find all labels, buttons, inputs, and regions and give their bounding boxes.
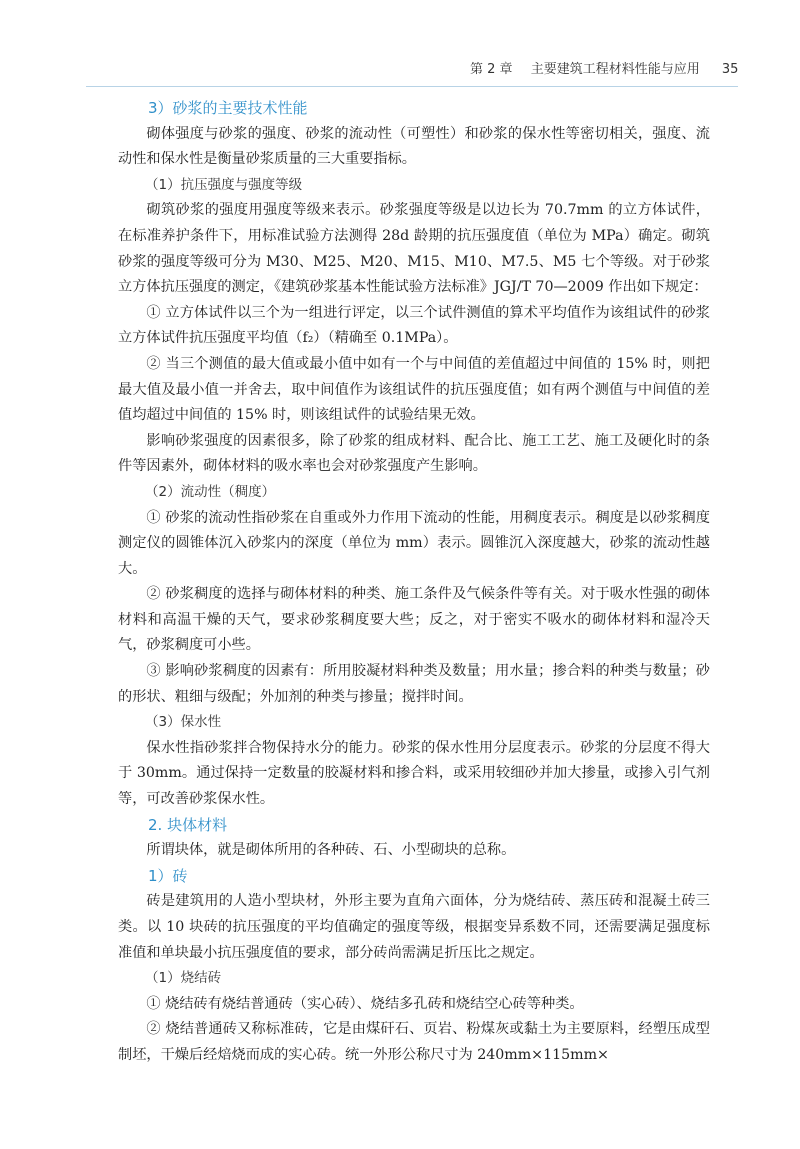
paragraph-strength: 砌筑砂浆的强度用强度等级来表示。砂浆强度等级是以边长为 70.7mm 的立方体试件，在标准养护条件下，用标准试验方法测得 28d 龄期的抗压强度值（单位为 MPa）确定。砌筑砂浆的强度等级可分为 M30、M25、M20、M15、M10、M7.5、M5 七个等级。对于砂浆立方体抗压强度的测定，《建筑砂浆基本性能试验方法标准》JGJ/T 70—2009 作出如下规定： (118, 202, 710, 296)
section-heading-mortar: 3）砂浆的主要技术性能 (148, 99, 308, 117)
paragraph-intro: 砌体强度与砂浆的强度、砂浆的流动性（可塑性）和砂浆的保水性等密切相关，强度、流动性和保水性是衡量砂浆质量的三大重要指标。 (118, 125, 710, 168)
page-number: 35 (721, 62, 739, 77)
page-header (0, 0, 800, 96)
running-header (470, 58, 738, 77)
paragraph-fired-1: ① 烧结砖有烧结普通砖（实心砖）、烧结多孔砖和烧结空心砖等种类。 (146, 995, 584, 1012)
section-heading-brick: 1）砖 (148, 866, 188, 885)
chapter-title: 主要建筑工程材料性能与应用 (530, 62, 700, 77)
paragraph-flow-3: ③ 影响砂浆稠度的因素有：所用胶凝材料种类及数量；用水量；掺合料的种类与数量；砂的形状、粗细与级配；外加剂的种类与掺量；搅拌时间。 (118, 663, 710, 705)
paragraph-block: 所谓块体，就是砌体所用的各种砖、石、小型砌块的总称。 (146, 842, 516, 859)
paragraph-flow-2: ② 砂浆稠度的选择与砌体材料的种类、施工条件及气候条件等有关。对于吸水性强的砌体材料和高温干燥的天气，要求砂浆稠度要大些；反之，对于密实不吸水的砌体材料和湿冷天气，砂浆稠度可小些。 (118, 586, 710, 654)
subheading-water-retention: （3）保水性 (145, 714, 222, 731)
paragraph-rule-2: ② 当三个测值的最大值或最小值中如有一个与中间值的差值超过中间值的 15% 时，则把最大值及最小值一并舍去，取中间值作为该组试件的抗压强度值；如有两个测值与中间值的差值均超过中间值的 15% 时，则该组试件的试验结果无效。 (118, 355, 710, 424)
chapter-number: 第 2 章 (470, 62, 513, 77)
paragraph-flow-1: ① 砂浆的流动性指砂浆在自重或外力作用下流动的性能，用稠度表示。稠度是以砂浆稠度测定仪的圆锥体沉入砂浆内的深度（单位为 mm）表示。圆锥沉入深度越大，砂浆的流动性越大。 (118, 509, 710, 577)
section-heading-block: 2. 块体材料 (148, 815, 228, 834)
paragraph-brick: 砖是建筑用的人造小型块材，外形主要为直角六面体，分为烧结砖、蒸压砖和混凝土砖三类。以 10 块砖的抗压强度的平均值确定的强度等级，根据变异系数不同，还需要满足强度标准值和单块最小抗压强度值的要求，部分砖尚需满足折压比之规定。 (118, 893, 710, 961)
header-divider (86, 86, 738, 87)
subheading-strength: （1）抗压强度与强度等级 (145, 176, 303, 193)
subheading-fired-brick: （1）烧结砖 (145, 970, 222, 987)
paragraph-factors: 影响砂浆强度的因素很多，除了砂浆的组成材料、配合比、施工工艺、施工及硬化时的条件等因素外，砌体材料的吸水率也会对砂浆强度产生影响。 (118, 432, 710, 475)
paragraph-rule-1: ① 立方体试件以三个为一组进行评定，以三个试件测值的算术平均值作为该组试件的砂浆立方体试件抗压强度平均值（f₂）（精确至 0.1MPa）。 (118, 304, 710, 347)
page-body (118, 96, 710, 1069)
paragraph-fired-2: ② 烧结普通砖又称标准砖，它是由煤矸石、页岩、粉煤灰或黏土为主要原料，经塑压成型制坯，干燥后经焙烧而成的实心砖。统一外形公称尺寸为 240mm×115mm× (118, 1021, 710, 1063)
subheading-flow: （2）流动性（稠度） (145, 483, 276, 500)
paragraph-water-retention: 保水性指砂浆拌合物保持水分的能力。砂浆的保水性用分层度表示。砂浆的分层度不得大于 30mm。通过保持一定数量的胶凝材料和掺合料，或采用较细砂并加大掺量，或掺入引气剂等，可改善砂浆保水性。 (118, 739, 710, 808)
